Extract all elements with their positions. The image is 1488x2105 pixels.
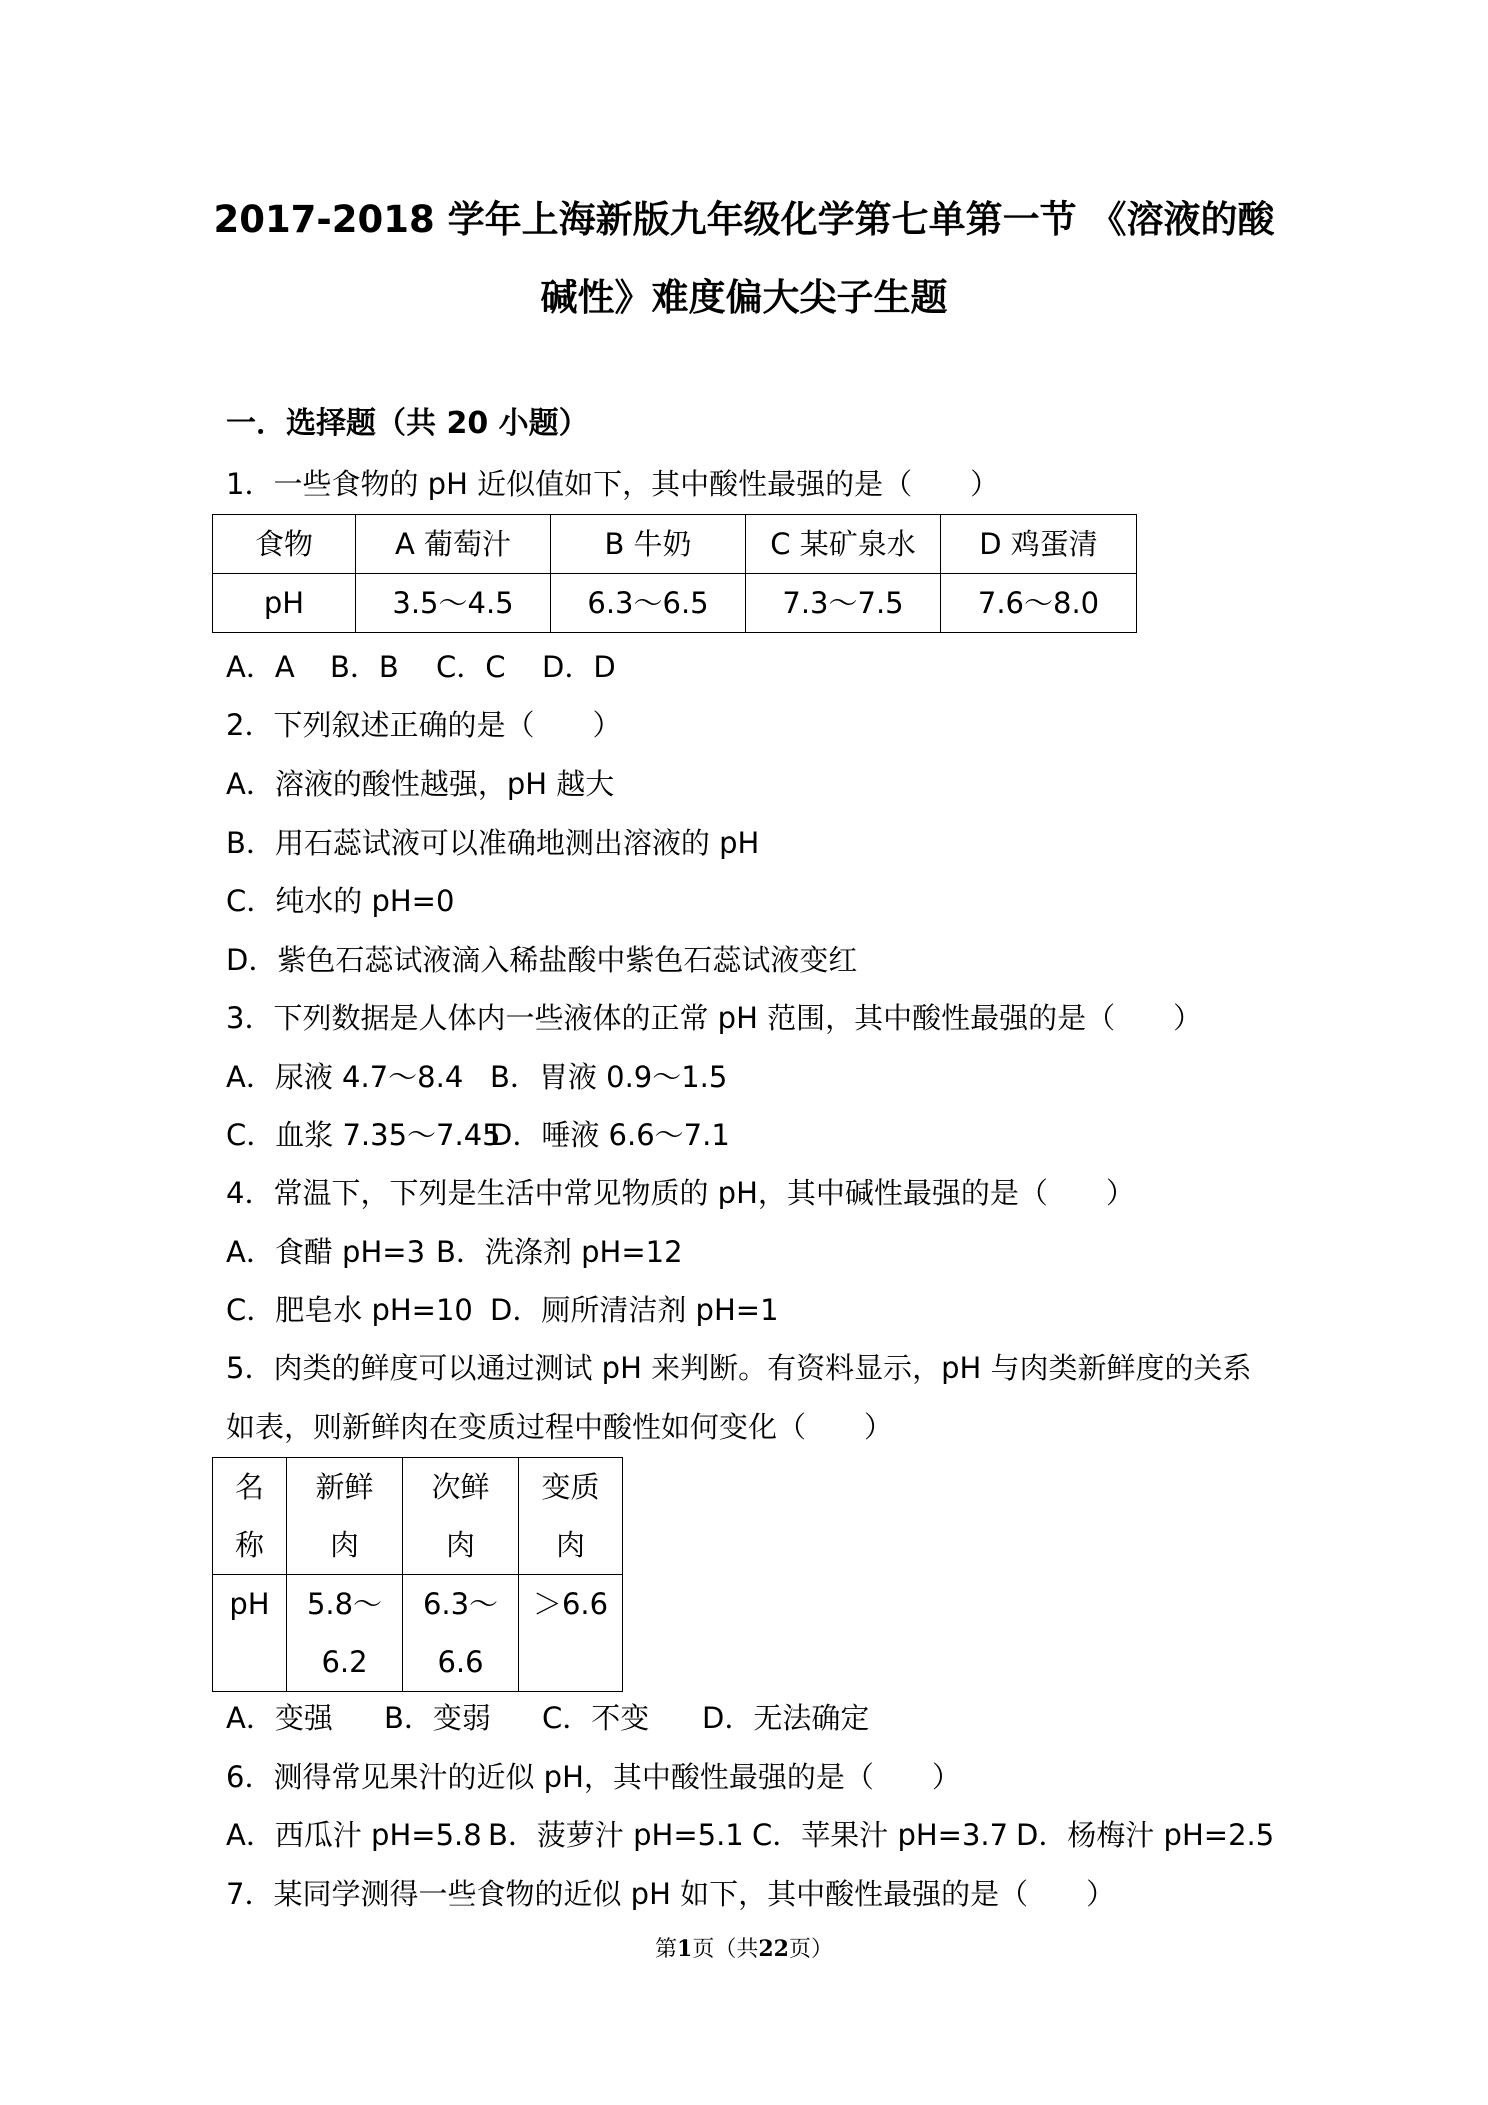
q3-options-cd — [226, 1117, 730, 1153]
title-line-2: 碱性》难度偏大尖子生题 — [540, 276, 948, 319]
q1-stem: 1．一些食物的 pH 近似值如下，其中酸性最强的是（ ） — [226, 467, 1000, 501]
footer-text: 页） — [788, 1937, 833, 1962]
q1-table-cell: C 某矿泉水 — [746, 515, 941, 574]
q2-option-b: B．用石蕊试液可以准确地测出溶液的 pH — [226, 826, 760, 860]
q5-table-cell: pH — [213, 1575, 287, 1692]
q4-stem: 4．常温下，下列是生活中常见物质的 pH，其中碱性最强的是（ ） — [226, 1176, 1135, 1210]
q2-stem: 2．下列叙述正确的是（ ） — [226, 708, 622, 742]
q1-table-cell: B 牛奶 — [551, 515, 746, 574]
option-b: B．胃液 0.9～1.5 — [490, 1060, 728, 1094]
q1-table — [212, 514, 1137, 633]
option-c: C．不变 — [542, 1701, 650, 1735]
page-number: 1 — [677, 1936, 693, 1962]
q6-stem: 6．测得常见果汁的近似 pH，其中酸性最强的是（ ） — [226, 1760, 961, 1794]
option-d: D．无法确定 — [702, 1701, 870, 1735]
q1-table-cell: 6.3～6.5 — [551, 574, 746, 633]
q5-table-cell: ＞6.6 — [519, 1575, 623, 1692]
option-c: C．血浆 7.35～7.45 — [226, 1118, 501, 1152]
option-b: B．菠萝汁 pH=5.1 — [488, 1818, 744, 1852]
option-b: B．洗涤剂 pH=12 — [436, 1235, 683, 1269]
q5-table-cell: 5.8～ 6.2 — [287, 1575, 403, 1692]
footer-text: 第 — [655, 1937, 678, 1962]
option-d: D．杨梅汁 pH=2.5 — [1016, 1818, 1275, 1852]
q2-option-d: D．紫色石蕊试液滴入稀盐酸中紫色石蕊试液变红 — [226, 943, 858, 977]
option-c: C．苹果汁 pH=3.7 — [752, 1818, 1009, 1852]
q5-table — [212, 1457, 623, 1692]
q4-options-cd — [226, 1292, 779, 1328]
option-d: D．D — [542, 650, 616, 684]
q1-table-header-row — [213, 515, 1137, 574]
q4-options-ab — [226, 1234, 683, 1270]
q5-table-cell: 6.3～ 6.6 — [403, 1575, 519, 1692]
page-total: 22 — [758, 1936, 789, 1962]
option-d: D．厕所清洁剂 pH=1 — [490, 1293, 779, 1327]
option-a: A．西瓜汁 pH=5.8 — [226, 1818, 482, 1852]
q6-options — [226, 1817, 1274, 1853]
q2-option-a: A．溶液的酸性越强，pH 越大 — [226, 767, 615, 801]
option-b: B．B — [330, 650, 399, 684]
q1-table-ph-row — [213, 574, 1137, 633]
q5-table-cell: 变质 肉 — [519, 1458, 623, 1575]
q5-options — [226, 1700, 869, 1736]
q1-table-cell: A 葡萄汁 — [356, 515, 551, 574]
q1-table-cell: 7.3～7.5 — [746, 574, 941, 633]
q2-option-c: C．纯水的 pH=0 — [226, 884, 455, 918]
q3-options-ab — [226, 1059, 727, 1095]
q1-table-cell: 7.6～8.0 — [941, 574, 1137, 633]
q5-table-ph-row — [213, 1575, 623, 1692]
option-a: A．食醋 pH=3 — [226, 1235, 426, 1269]
q1-table-cell: D 鸡蛋清 — [941, 515, 1137, 574]
section-heading: 一．选择题（共 20 小题） — [226, 406, 589, 441]
option-a: A．变强 — [226, 1701, 333, 1735]
option-c: C．肥皂水 pH=10 — [226, 1293, 473, 1327]
q5-table-cell: 新鲜 肉 — [287, 1458, 403, 1575]
option-b: B．变弱 — [384, 1701, 491, 1735]
q1-table-cell: pH — [213, 574, 356, 633]
q5-table-cell: 次鲜 肉 — [403, 1458, 519, 1575]
option-c: C．C — [436, 650, 506, 684]
q3-stem: 3．下列数据是人体内一些液体的正常 pH 范围，其中酸性最强的是（ ） — [226, 1001, 1203, 1035]
page-footer — [0, 1935, 1488, 1964]
option-a: A．A — [226, 650, 295, 684]
q7-stem: 7．某同学测得一些食物的近似 pH 如下，其中酸性最强的是（ ） — [226, 1877, 1116, 1911]
q5-table-header-row — [213, 1458, 623, 1575]
q1-options — [226, 649, 616, 685]
option-a: A．尿液 4.7～8.4 — [226, 1060, 464, 1094]
q1-table-cell: 3.5～4.5 — [356, 574, 551, 633]
title-line-1: 2017-2018 学年上海新版九年级化学第七单第一节 《溶液的酸 — [213, 198, 1275, 241]
footer-text: 页（共 — [692, 1937, 759, 1962]
q5-stem-line-1: 5．肉类的鲜度可以通过测试 pH 来判断。有资料显示，pH 与肉类新鲜度的关系 — [226, 1351, 1252, 1385]
q5-table-cell: 名 称 — [213, 1458, 287, 1575]
q5-stem-line-2: 如表，则新鲜肉在变质过程中酸性如何变化（ ） — [226, 1410, 894, 1444]
option-d: D．唾液 6.6～7.1 — [490, 1118, 730, 1152]
q1-table-cell: 食物 — [213, 515, 356, 574]
